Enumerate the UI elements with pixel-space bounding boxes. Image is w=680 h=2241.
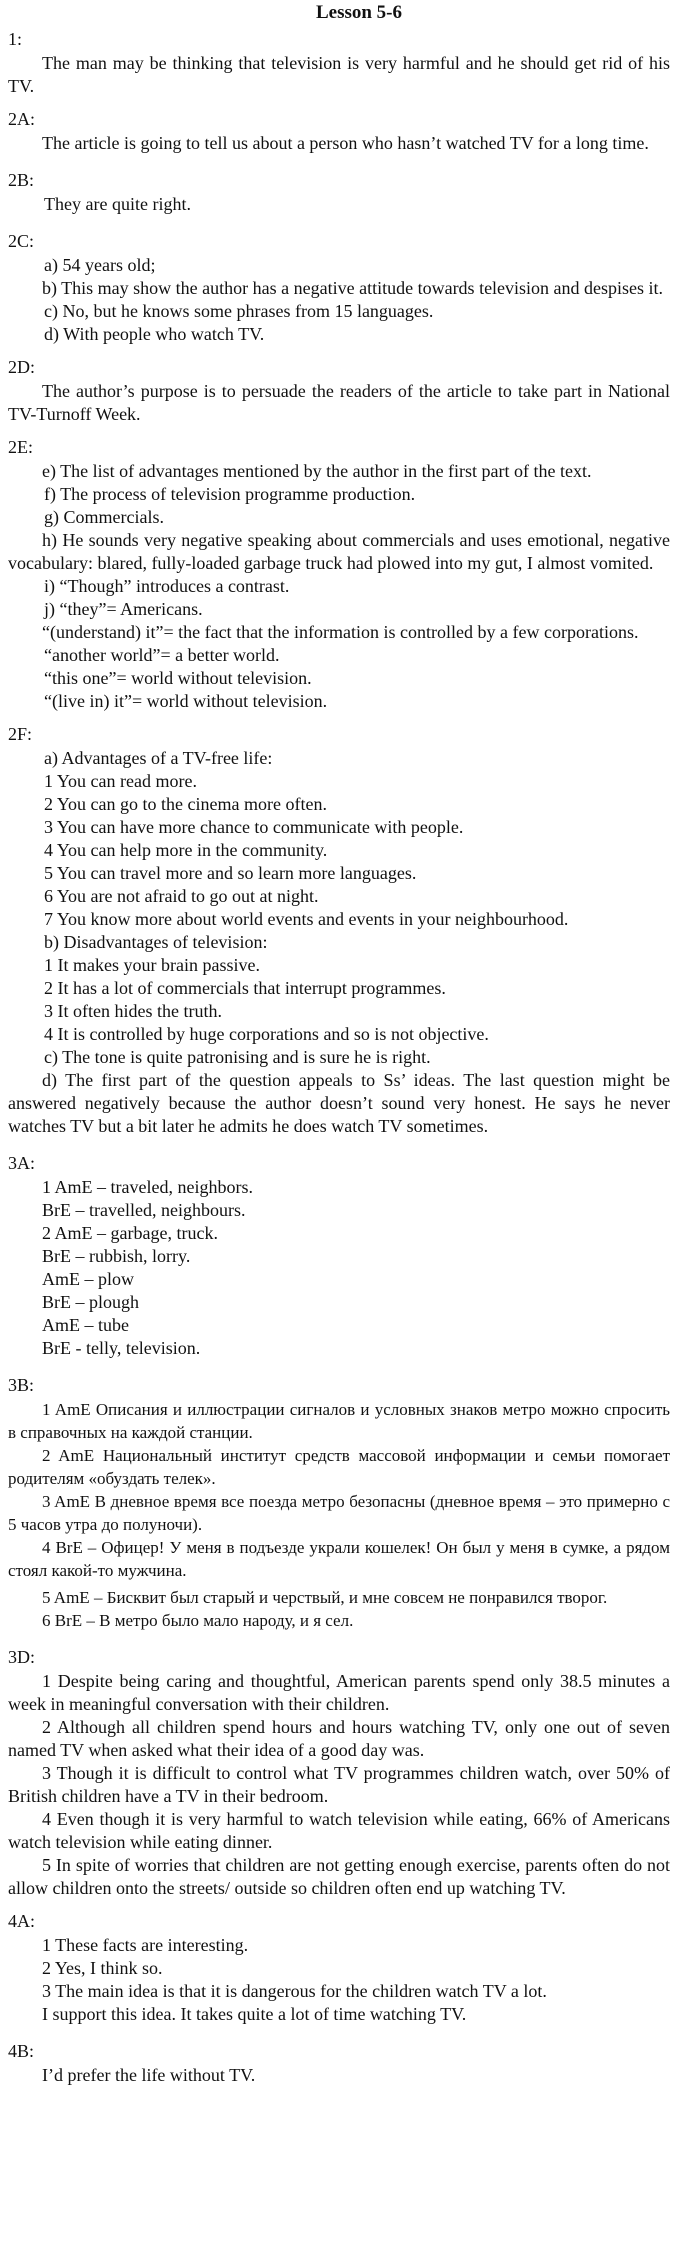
- list-item: 1 Despite being caring and thoughtful, American parents spend only 38.5 minutes a week in meaningful conversation with their children.: [8, 1671, 670, 1714]
- list-item: I support this idea. It takes quite a lot of time watching TV.: [42, 2004, 467, 2024]
- list-item: 2 Yes, I think so.: [42, 1958, 163, 1978]
- section-2a: [8, 108, 670, 155]
- section-label: 2C:: [8, 231, 35, 251]
- section-label: 2B:: [8, 170, 35, 190]
- section-label: 2A:: [8, 109, 35, 129]
- list-item: 3 You can have more chance to communicate with people.: [44, 817, 464, 837]
- list-item: 2 AmE – garbage, truck.: [42, 1223, 218, 1243]
- section-label: 4B:: [8, 2041, 35, 2061]
- list-item: 6 BrE – В метро было мало народу, и я сел.: [42, 1611, 354, 1630]
- section-2b: [8, 169, 670, 216]
- list-item: 3 The main idea is that it is dangerous for the children watch TV a lot.: [42, 1981, 547, 2001]
- list-item: c) The tone is quite patronising and is sure he is right.: [44, 1047, 431, 1067]
- section-4b: [8, 2040, 670, 2087]
- list-item: 7 You know more about world events and events in your neighbourhood.: [44, 909, 569, 929]
- list-item: d) With people who watch TV.: [44, 324, 265, 344]
- section-label: 2E:: [8, 437, 33, 457]
- list-item: e) The list of advantages mentioned by the author in the first part of the text.: [42, 461, 592, 481]
- section-label: 2F:: [8, 724, 33, 744]
- list-item: 1 AmE – traveled, neighbors.: [42, 1177, 253, 1197]
- list-item: 1 AmE Описания и иллюстрации сигналов и условных знаков метро можно спросить в справочных на каждой станции.: [8, 1400, 670, 1442]
- section-1: [8, 28, 670, 98]
- list-item: 5 AmE – Бисквит был старый и черствый, и мне совсем не понравился творог.: [42, 1588, 608, 1607]
- page-title: Lesson 5-6: [315, 2, 403, 23]
- list-item: h) He sounds very negative speaking about commercials and uses emotional, negative vocabulary: blared, fully-loaded garbage truck had plowed into my gut, I almost vomited.: [8, 530, 670, 573]
- list-item: i) “Though” introduces a contrast.: [44, 576, 290, 596]
- list-item: 2 It has a lot of commercials that interrupt programmes.: [44, 978, 446, 998]
- list-item: 3 Though it is difficult to control what TV programmes children watch, over 50% of British children have a TV in their bedroom.: [8, 1763, 670, 1806]
- section-4a: [8, 1910, 670, 2026]
- answer-text: The article is going to tell us about a person who hasn’t watched TV for a long time.: [42, 133, 649, 153]
- list-item: “(live in) it”= world without television.: [44, 691, 328, 711]
- list-item: 1 These facts are interesting.: [42, 1935, 249, 1955]
- list-item: AmE – plow: [42, 1269, 134, 1289]
- section-3b: [8, 1374, 670, 1632]
- list-item: BrE – travelled, neighbours.: [42, 1200, 246, 1220]
- list-item: 3 AmE В дневное время все поезда метро безопасны (дневное время – это примерно с 5 часов утра до полуночи).: [8, 1492, 670, 1534]
- list-item: g) Commercials.: [44, 507, 164, 527]
- list-item: f) The process of television programme production.: [44, 484, 416, 504]
- section-label: 2D:: [8, 357, 35, 377]
- list-item: 5 You can travel more and so learn more languages.: [44, 863, 417, 883]
- answer-text: They are quite right.: [44, 194, 191, 214]
- list-item: BrE – plough: [42, 1292, 139, 1312]
- section-label: 4A:: [8, 1911, 35, 1931]
- section-label: 3B:: [8, 1375, 35, 1395]
- section-3d: [8, 1646, 670, 1900]
- answer-text: The author’s purpose is to persuade the readers of the article to take part in National TV-Turnoff Week.: [8, 381, 670, 424]
- list-item: 2 AmE Национальный институт средств массовой информации и семьи помогает родителям «обуздать телек».: [8, 1446, 670, 1488]
- list-item: d) The first part of the question appeals to Ss’ ideas. The last question might be answered negatively because the author doesn’t sound very honest. He says he never watches TV but a bit later he admits he does watch TV sometimes.: [8, 1070, 670, 1136]
- list-item: 4 Even though it is very harmful to watch television while eating, 66% of Americans watch television while eating dinner.: [8, 1809, 670, 1852]
- list-item: 2 You can go to the cinema more often.: [44, 794, 327, 814]
- answer-text: The man may be thinking that television is very harmful and he should get rid of his TV.: [8, 53, 670, 96]
- list-item: 3 It often hides the truth.: [44, 1001, 222, 1021]
- list-item: “this one”= world without television.: [44, 668, 312, 688]
- section-2c: [8, 230, 670, 346]
- list-item: j) “they”= Americans.: [44, 599, 203, 619]
- list-item: AmE – tube: [42, 1315, 129, 1335]
- section-2f: [8, 723, 670, 1138]
- section-label: 1:: [8, 29, 23, 49]
- list-item: 6 You are not afraid to go out at night.: [44, 886, 319, 906]
- section-2e: [8, 436, 670, 713]
- list-item: 4 It is controlled by huge corporations and so is not objective.: [44, 1024, 489, 1044]
- section-label: 3A:: [8, 1153, 35, 1173]
- list-item: 1 It makes your brain passive.: [44, 955, 260, 975]
- section-2d: [8, 356, 670, 426]
- list-item: a) Advantages of a TV-free life:: [44, 748, 273, 768]
- list-item: BrE – rubbish, lorry.: [42, 1246, 191, 1266]
- list-item: b) This may show the author has a negative attitude towards television and despises it.: [42, 278, 664, 298]
- section-3a: [8, 1152, 670, 1360]
- list-item: c) No, but he knows some phrases from 15 languages.: [44, 301, 434, 321]
- list-item: b) Disadvantages of television:: [44, 932, 268, 952]
- list-item: “another world”= a better world.: [44, 645, 280, 665]
- list-item: 4 BrE – Офицер! У меня в подъезде украли кошелек! Он был у меня в сумке, а рядом стоял какой-то мужчина.: [8, 1538, 670, 1580]
- list-item: 4 You can help more in the community.: [44, 840, 328, 860]
- list-item: 2 Although all children spend hours and hours watching TV, only one out of seven named TV when asked what their idea of a good day was.: [8, 1717, 670, 1760]
- list-item: 1 You can read more.: [44, 771, 197, 791]
- list-item: “(understand) it”= the fact that the information is controlled by a few corporations.: [42, 622, 639, 642]
- list-item: BrE - telly, television.: [42, 1338, 201, 1358]
- list-item: 5 In spite of worries that children are not getting enough exercise, parents often do not allow children onto the streets/ outside so children often end up watching TV.: [8, 1855, 670, 1898]
- section-label: 3D:: [8, 1647, 35, 1667]
- list-item: a) 54 years old;: [44, 255, 156, 275]
- answer-text: I’d prefer the life without TV.: [42, 2065, 256, 2085]
